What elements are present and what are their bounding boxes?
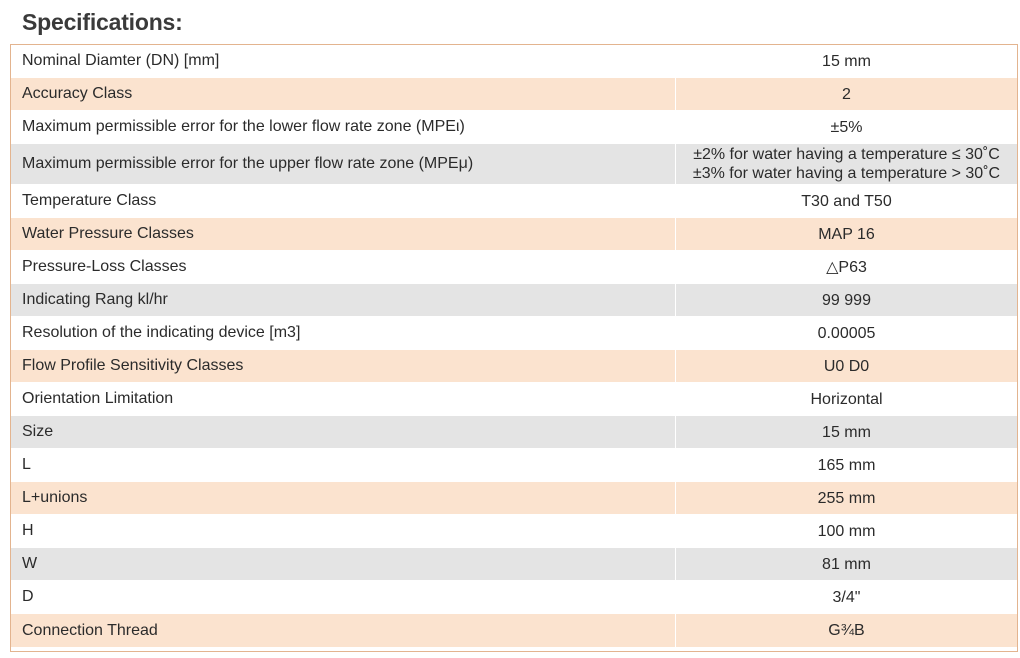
row-label: Size xyxy=(11,416,676,448)
row-value: 2 xyxy=(842,85,851,103)
table-row xyxy=(11,581,1017,614)
row-value: Horizontal xyxy=(810,390,883,408)
table-row xyxy=(11,251,1017,284)
row-value: ±5% xyxy=(830,118,863,136)
specifications-table xyxy=(10,44,1018,652)
row-value: 0.00005 xyxy=(817,324,876,342)
row-value-line: ±3% for water having a temperature > 30˚C xyxy=(692,165,1001,182)
table-row xyxy=(11,449,1017,482)
row-label: Orientation Limitation xyxy=(11,383,676,415)
row-value: 15 mm xyxy=(822,423,871,441)
row-value: 81 mm xyxy=(822,555,871,573)
table-row xyxy=(11,614,1017,647)
row-value: 15 mm xyxy=(822,52,871,70)
table-row xyxy=(11,185,1017,218)
page-title: Specifications: xyxy=(22,9,183,35)
row-value: U0 D0 xyxy=(823,357,870,375)
row-label: Maximum permissible error for the lower flow rate zone (MPEι) xyxy=(11,111,676,143)
table-row xyxy=(11,111,1017,144)
row-label: Temperature Class xyxy=(11,185,676,217)
row-label: Flow Profile Sensitivity Classes xyxy=(11,350,676,382)
table-row xyxy=(11,548,1017,581)
table-row xyxy=(11,218,1017,251)
table-row xyxy=(11,284,1017,317)
table-row xyxy=(11,317,1017,350)
row-label: Maximum permissible error for the upper flow rate zone (MPEμ) xyxy=(11,144,676,184)
row-label: Pressure-Loss Classes xyxy=(11,251,676,283)
row-value: △P63 xyxy=(826,258,867,276)
table-row xyxy=(11,515,1017,548)
table-row xyxy=(11,383,1017,416)
row-value: T30 and T50 xyxy=(801,192,892,210)
table-row xyxy=(11,78,1017,111)
row-value-line: ±2% for water having a temperature ≤ 30˚C xyxy=(693,146,1000,163)
row-value: 99 999 xyxy=(822,291,871,309)
row-value xyxy=(676,144,1017,184)
table-row xyxy=(11,45,1017,78)
row-label: L xyxy=(11,449,676,481)
row-label: Indicating Rang kl/hr xyxy=(11,284,676,316)
row-label: Connection Thread xyxy=(11,614,676,647)
row-label: D xyxy=(11,581,676,613)
table-row xyxy=(11,144,1017,185)
table-row xyxy=(11,482,1017,515)
row-value: 100 mm xyxy=(817,522,876,540)
table-row xyxy=(11,416,1017,449)
row-label: H xyxy=(11,515,676,547)
row-label: Nominal Diamter (DN) [mm] xyxy=(11,45,676,77)
row-label: L+unions xyxy=(11,482,676,514)
row-label: Resolution of the indicating device [m3] xyxy=(11,317,676,349)
row-label: W xyxy=(11,548,676,580)
table-row xyxy=(11,350,1017,383)
row-value: MAP 16 xyxy=(818,225,875,243)
row-value: 255 mm xyxy=(817,489,876,507)
row-label: Water Pressure Classes xyxy=(11,218,676,250)
row-value: 165 mm xyxy=(817,456,876,474)
row-label: Accuracy Class xyxy=(11,78,676,110)
row-value: G¾B xyxy=(828,622,865,639)
row-value: 3/4" xyxy=(832,588,861,606)
